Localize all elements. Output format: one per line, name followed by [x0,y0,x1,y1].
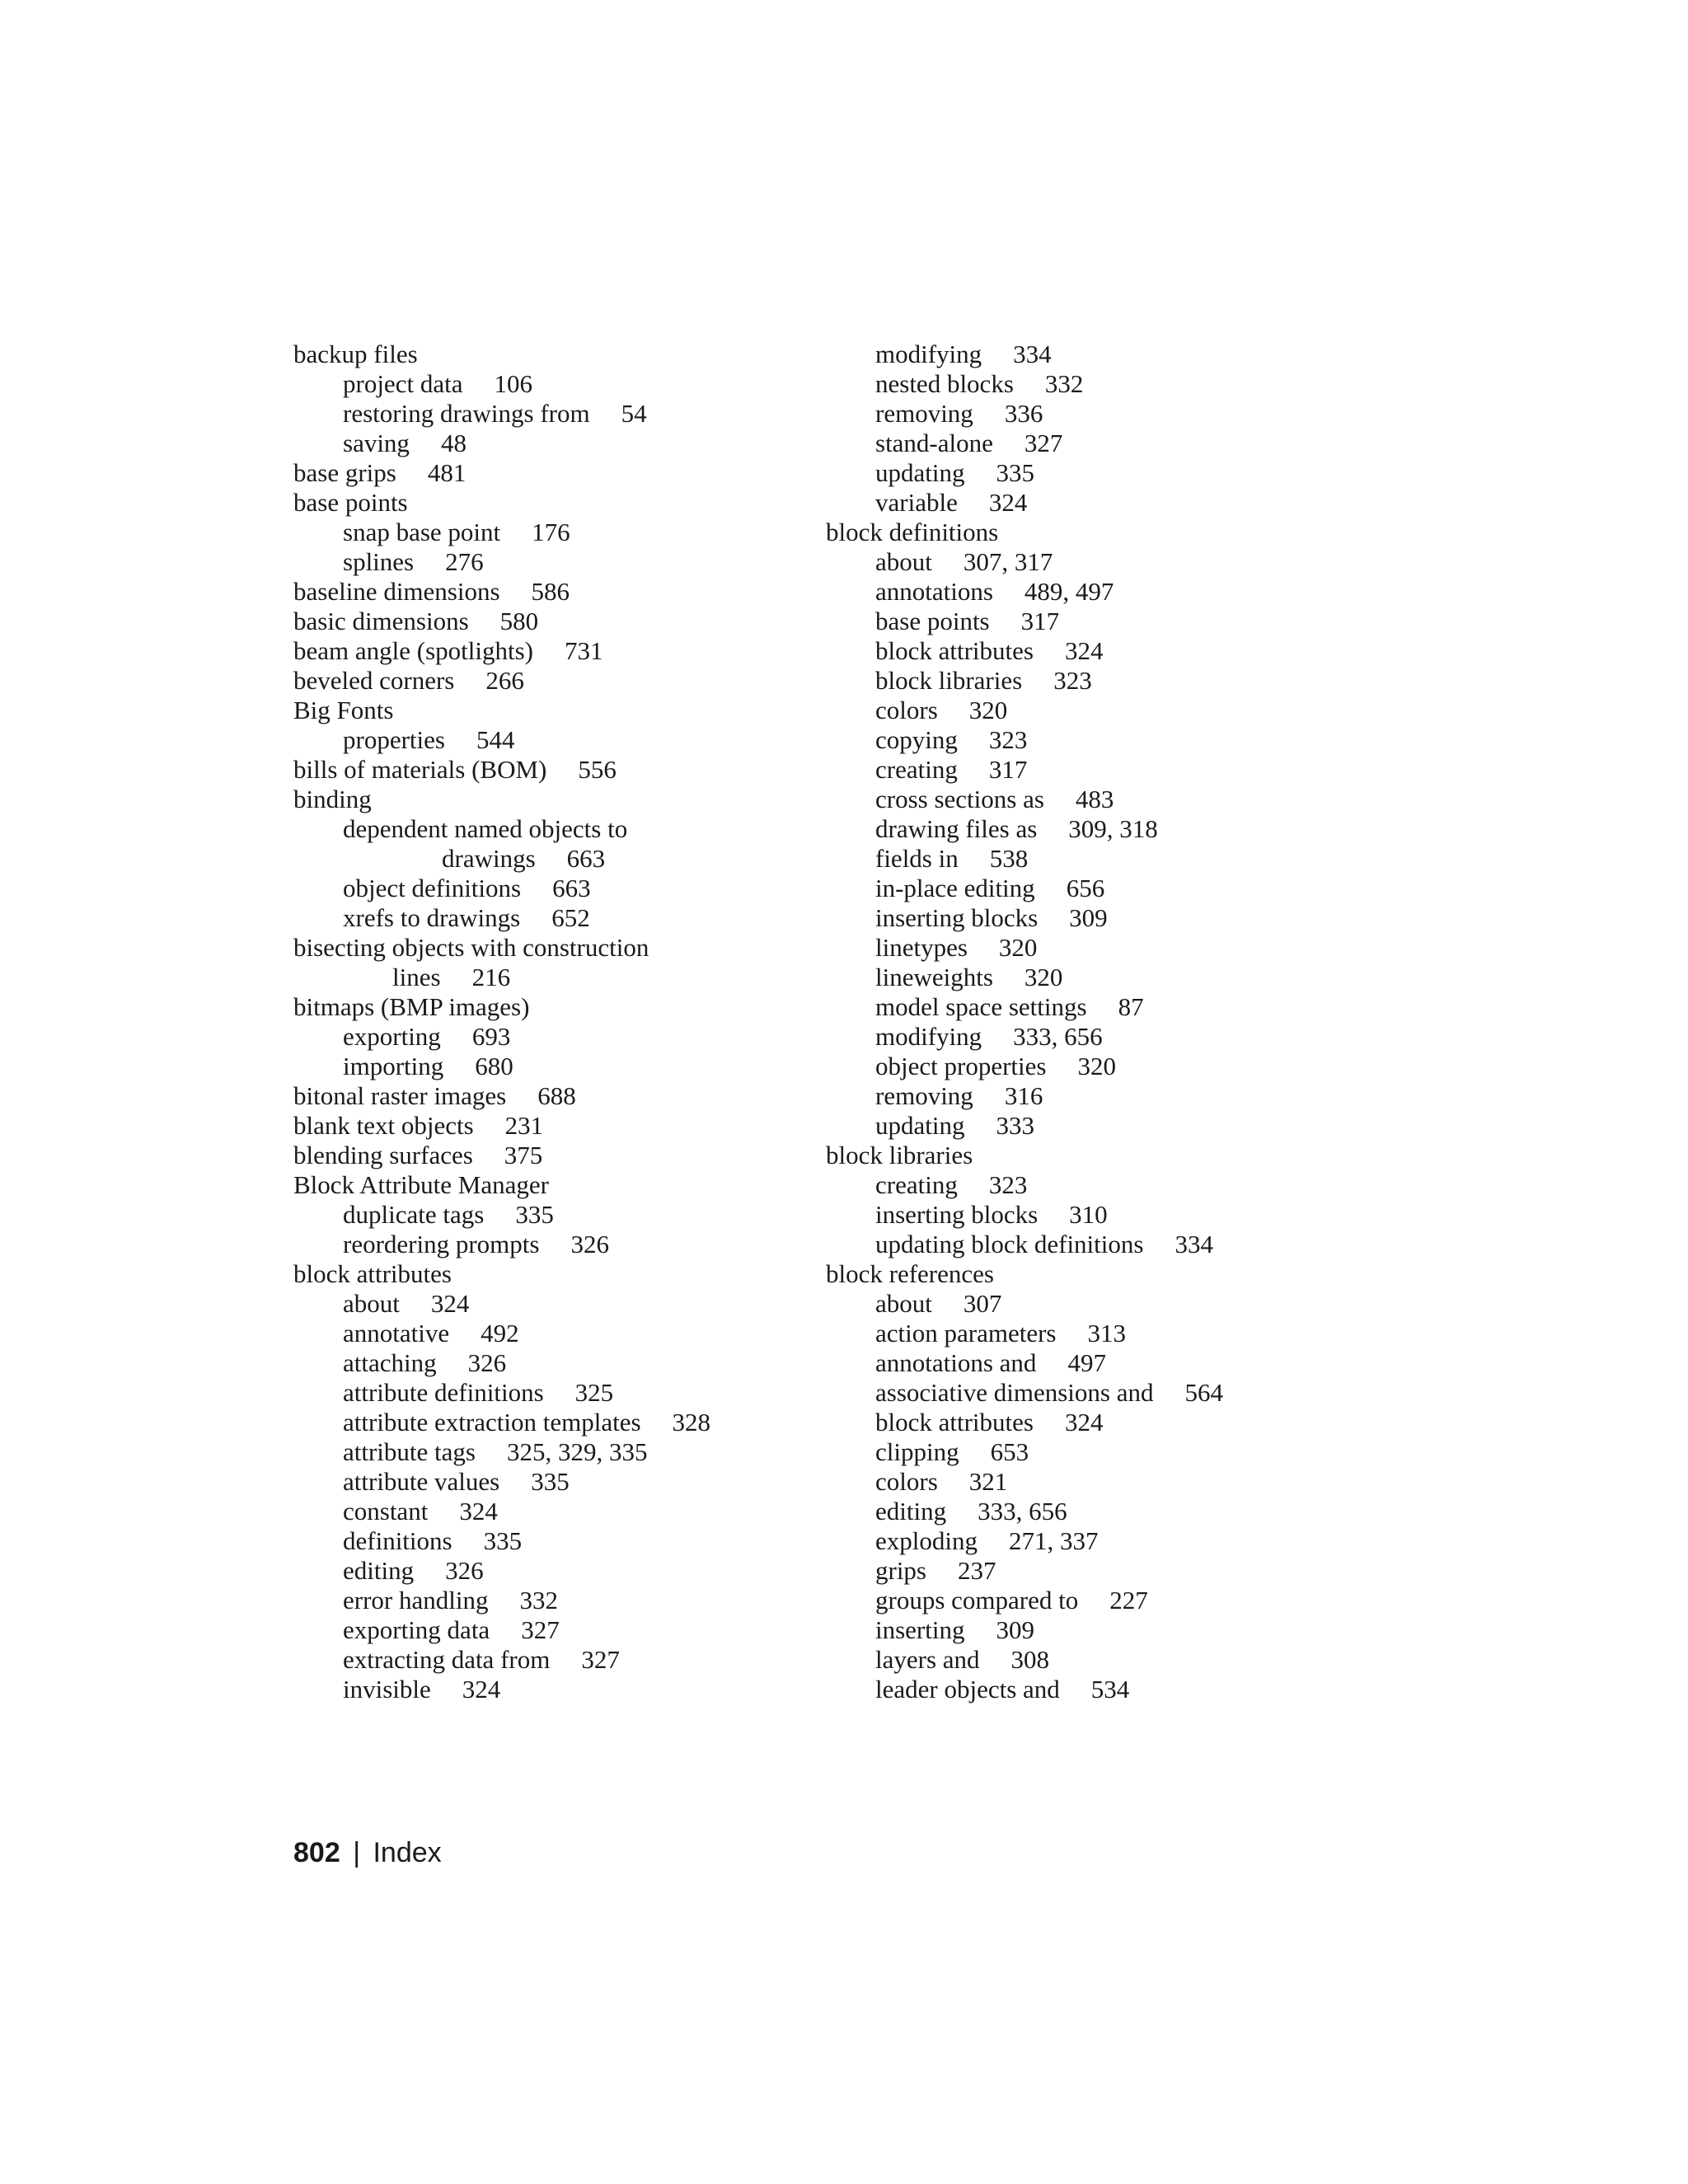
index-term: block libraries [875,666,1023,695]
index-page-refs: 481 [427,458,467,487]
index-term: groups compared to [875,1586,1079,1615]
index-page-refs: 308 [1010,1645,1050,1674]
index-page-refs: 324 [1064,636,1104,665]
index-term: modifying [875,340,982,368]
index-term: inserting [875,1615,965,1644]
index-page-refs: 307 [963,1289,1002,1318]
index-term: about [875,547,932,576]
index-subentry [293,1497,710,1526]
index-term: about [875,1289,932,1318]
index-term: blending surfaces [293,1141,473,1169]
index-term: block attributes [293,1259,452,1288]
index-page-refs: 321 [968,1467,1008,1496]
index-page-refs: 556 [578,755,617,784]
index-page-refs: 320 [998,933,1038,962]
index-term: xrefs to drawings [343,903,521,932]
index-page-refs: 680 [475,1052,513,1080]
footer-section-title: Index [373,1837,442,1868]
index-term: Big Fonts [293,696,394,724]
index-term: invisible [343,1675,431,1704]
index-term: blank text objects [293,1111,474,1140]
index-term: bisecting objects with construction [293,933,649,962]
index-term: bitmaps (BMP images) [293,992,530,1021]
index-subentry [293,1348,710,1378]
index-term: restoring drawings from [343,399,590,428]
index-page-refs: 333, 656 [1013,1022,1103,1051]
index-term: colors [875,696,938,724]
index-subentry [293,399,710,429]
index-subentry [826,1111,1223,1141]
index-term: properties [343,725,445,754]
index-term: updating [875,458,965,487]
index-term: bitonal raster images [293,1081,507,1110]
index-subentry [826,666,1223,696]
index-term: attribute values [343,1467,500,1496]
index-term: exporting data [343,1615,490,1644]
footer-separator: | [353,1837,361,1868]
index-page-refs: 326 [570,1230,609,1258]
index-term: updating [875,1111,965,1140]
index-subentry [293,1200,710,1230]
index-term: about [343,1289,400,1318]
index-term: removing [875,399,973,428]
index-term: copying [875,725,958,754]
index-page-refs: 335 [483,1526,523,1555]
index-term: editing [875,1497,947,1526]
index-page-refs: 323 [988,1170,1028,1199]
index-page-refs: 313 [1087,1319,1126,1347]
index-subentry [293,369,710,399]
index-term: object properties [875,1052,1047,1080]
index-page-refs: 327 [581,1645,620,1674]
index-term: saving [343,429,410,457]
index-page-refs: 324 [988,488,1028,517]
index-subentry [826,1170,1223,1200]
index-term: backup files [293,340,418,368]
index-subentry [826,1408,1223,1437]
index-page-refs: 332 [1044,369,1084,398]
index-term: inserting blocks [875,1200,1039,1229]
index-subentry [826,992,1223,1022]
index-subentry [293,1645,710,1675]
index-term: exporting [343,1022,441,1051]
index-entry [293,785,710,814]
index-entry [293,488,710,518]
index-page-refs: 564 [1184,1378,1223,1407]
index-page-refs: 227 [1109,1586,1148,1615]
index-page-refs: 693 [471,1022,511,1051]
index-subentry [293,1615,710,1645]
index-term: beveled corners [293,666,455,695]
index-term: attribute extraction templates [343,1408,641,1436]
index-term: constant [343,1497,429,1526]
index-subentry [826,399,1223,429]
index-term: definitions [343,1526,452,1555]
index-page-refs: 320 [968,696,1008,724]
page-number: 802 [293,1837,340,1868]
index-entry [293,696,710,725]
index-page-refs: 332 [519,1586,558,1615]
index-entry [293,666,710,696]
index-subentry [293,1022,710,1052]
index-term: dependent named objects to [343,814,628,843]
index-page-refs: 266 [485,666,524,695]
index-page-refs: 656 [1066,874,1105,902]
index-subentry [826,1645,1223,1675]
index-subentry [826,1586,1223,1615]
index-subentry [293,1378,710,1408]
index-page-refs: 653 [990,1437,1029,1466]
index-entry [293,1111,710,1141]
index-entry [293,992,710,1022]
index-page-refs: 336 [1004,399,1043,428]
index-page-refs: 334 [1013,340,1052,368]
index-page-refs: 663 [552,874,591,902]
index-page-refs: 310 [1069,1200,1108,1229]
index-term: project data [343,369,463,398]
index-subentry [826,1022,1223,1052]
index-subentry [293,1319,710,1348]
index-page-refs: 320 [1024,963,1063,991]
index-page-refs: 538 [989,844,1029,873]
index-entry [293,933,710,963]
index-entry [293,1170,710,1200]
index-subentry [826,844,1223,874]
index-subentry [826,369,1223,399]
index-page-refs: 316 [1004,1081,1043,1110]
index-term: base points [875,607,990,635]
index-entry [293,755,710,785]
index-term: base points [293,488,408,517]
index-column-left [293,340,710,1704]
index-page-refs: 216 [471,963,511,991]
index-entry [826,1259,1223,1289]
index-term: updating block definitions [875,1230,1144,1258]
index-term: stand-alone [875,429,993,457]
index-term: attribute tags [343,1437,476,1466]
index-page-refs: 87 [1118,992,1144,1021]
index-page-refs: 663 [566,844,606,873]
index-page-refs: 731 [565,636,603,665]
index-page-refs: 327 [1024,429,1063,457]
index-page-refs: 276 [445,547,484,576]
index-term: splines [343,547,415,576]
index-page-refs: 335 [531,1467,570,1496]
index-page-refs: 323 [1053,666,1092,695]
index-page-refs: 544 [476,725,515,754]
index-subentry [826,547,1223,577]
index-subentry [826,1081,1223,1111]
index-entry [293,577,710,607]
index-page-refs: 307, 317 [963,547,1053,576]
index-page-refs: 317 [1020,607,1060,635]
index-term: associative dimensions and [875,1378,1154,1407]
index-page-refs: 326 [467,1348,507,1377]
index-term: extracting data from [343,1645,551,1674]
index-subentry [293,1289,710,1319]
index-term: linetypes [875,933,968,962]
index-page-refs: 492 [481,1319,519,1347]
index-subentry [826,1467,1223,1497]
index-page-refs: 483 [1075,785,1114,813]
index-page-refs: 327 [521,1615,560,1644]
index-page-refs: 106 [494,369,532,398]
index-page-refs: 231 [504,1111,544,1140]
index-subentry [293,814,710,844]
index-entry [293,636,710,666]
index-page-refs: 325 [574,1378,614,1407]
index-subentry [826,725,1223,755]
index-term: annotations [875,577,993,606]
index-subentry [826,903,1223,933]
index-term: block references [826,1259,994,1288]
index-subentry [826,1200,1223,1230]
index-term: layers and [875,1645,980,1674]
index-subentry [826,963,1223,992]
index-page-refs: 375 [504,1141,543,1169]
index-subentry [293,844,710,874]
index-subentry [826,1378,1223,1408]
index-term: editing [343,1556,415,1585]
index-page-refs: 324 [1064,1408,1104,1436]
index-subentry [826,1319,1223,1348]
index-term: drawings [442,844,536,873]
index-term: block definitions [826,518,999,546]
index-page-refs: 271, 337 [1009,1526,1099,1555]
index-term: block attributes [875,636,1034,665]
index-subentry [293,518,710,547]
index-subentry [826,636,1223,666]
index-term: block libraries [826,1141,973,1169]
index-subentry [293,1675,710,1704]
index-term: beam angle (spotlights) [293,636,533,665]
index-page-refs: 309 [1069,903,1108,932]
index-page-refs: 317 [988,755,1028,784]
index-term: annotative [343,1319,450,1347]
index-entry [293,340,710,369]
index-entry [293,1259,710,1289]
index-subentry [826,340,1223,369]
index-page-refs: 309 [996,1615,1034,1644]
index-subentry [826,785,1223,814]
index-page-refs: 328 [672,1408,711,1436]
index-page-refs: 334 [1175,1230,1213,1258]
index-page-refs: 335 [996,458,1034,487]
index-term: lines [392,963,441,991]
index-entry [826,518,1223,547]
index-page-refs: 326 [445,1556,484,1585]
index-term: object definitions [343,874,522,902]
index-term: variable [875,488,958,517]
index-page-refs: 534 [1090,1675,1130,1704]
index-term: snap base point [343,518,501,546]
index-page-refs: 333, 656 [978,1497,1067,1526]
index-subentry [826,1348,1223,1378]
index-subentry [293,1526,710,1556]
index-subentry [293,903,710,933]
index-term: cross sections as [875,785,1044,813]
index-term: in-place editing [875,874,1035,902]
index-subentry [826,874,1223,903]
index-subentry [826,488,1223,518]
index-subentry [826,1497,1223,1526]
index-subentry [826,1230,1223,1259]
index-subentry [826,933,1223,963]
index-subentry [293,547,710,577]
index-term: bills of materials (BOM) [293,755,547,784]
index-subentry [293,1230,710,1259]
index-term: creating [875,755,958,784]
index-term: duplicate tags [343,1200,485,1229]
index-subentry [826,1615,1223,1645]
index-term: block attributes [875,1408,1034,1436]
index-term: exploding [875,1526,978,1555]
index-page-refs: 324 [430,1289,470,1318]
index-term: importing [343,1052,444,1080]
index-subentry [293,963,710,992]
index-subentry [826,458,1223,488]
index-page-refs: 309, 318 [1068,814,1158,843]
index-page-refs: 333 [996,1111,1034,1140]
index-term: error handling [343,1586,489,1615]
index-page-refs: 580 [499,607,539,635]
index-page-refs: 323 [988,725,1028,754]
index-subentry [826,429,1223,458]
index-subentry [293,429,710,458]
index-subentry [293,1586,710,1615]
index-subentry [293,1467,710,1497]
index-subentry [293,1408,710,1437]
index-subentry [826,577,1223,607]
index-term: attaching [343,1348,437,1377]
index-page-refs: 688 [537,1081,576,1110]
index-entry [826,1141,1223,1170]
index-subentry [826,1526,1223,1556]
page-footer [293,1836,442,1869]
index-term: nested blocks [875,369,1014,398]
index-page-refs: 489, 497 [1024,577,1114,606]
index-subentry [826,607,1223,636]
index-page-refs: 652 [551,903,590,932]
index-term: creating [875,1170,958,1199]
index-page-refs: 497 [1067,1348,1106,1377]
index-page-refs: 237 [958,1556,996,1585]
index-subentry [826,1556,1223,1586]
index-term: reordering prompts [343,1230,540,1258]
index-page-refs: 320 [1077,1052,1116,1080]
index-term: removing [875,1081,973,1110]
index-page-refs: 48 [440,429,467,457]
index-term: fields in [875,844,959,873]
index-column-right [826,340,1223,1704]
index-entry [293,607,710,636]
index-term: base grips [293,458,396,487]
index-entry [293,1081,710,1111]
index-subentry [293,725,710,755]
index-page-refs: 586 [531,577,570,606]
index-subentry [293,1556,710,1586]
index-subentry [293,874,710,903]
index-subentry [826,814,1223,844]
index-subentry [826,1675,1223,1704]
index-term: inserting blocks [875,903,1039,932]
index-subentry [826,1052,1223,1081]
index-page-refs: 335 [515,1200,554,1229]
index-term: grips [875,1556,926,1585]
index-term: clipping [875,1437,959,1466]
index-page-refs: 324 [462,1675,501,1704]
index-subentry [826,755,1223,785]
index-term: lineweights [875,963,993,991]
index-term: model space settings [875,992,1087,1021]
index-page-refs: 54 [621,399,647,428]
index-term: colors [875,1467,938,1496]
index-term: baseline dimensions [293,577,500,606]
index-term: drawing files as [875,814,1038,843]
index-subentry [826,696,1223,725]
index-term: attribute definitions [343,1378,544,1407]
index-page-refs: 176 [532,518,570,546]
index-term: binding [293,785,372,813]
index-term: leader objects and [875,1675,1060,1704]
index-entry [293,1141,710,1170]
index-subentry [293,1437,710,1467]
index-entry [293,458,710,488]
index-page-refs: 325, 329, 335 [506,1437,648,1466]
index-term: modifying [875,1022,982,1051]
index-term: annotations and [875,1348,1037,1377]
index-subentry [826,1437,1223,1467]
index-subentry [826,1289,1223,1319]
index-subentry [293,1052,710,1081]
index-term: basic dimensions [293,607,469,635]
index-term: action parameters [875,1319,1057,1347]
index-term: Block Attribute Manager [293,1170,549,1199]
index-page-refs: 324 [459,1497,498,1526]
